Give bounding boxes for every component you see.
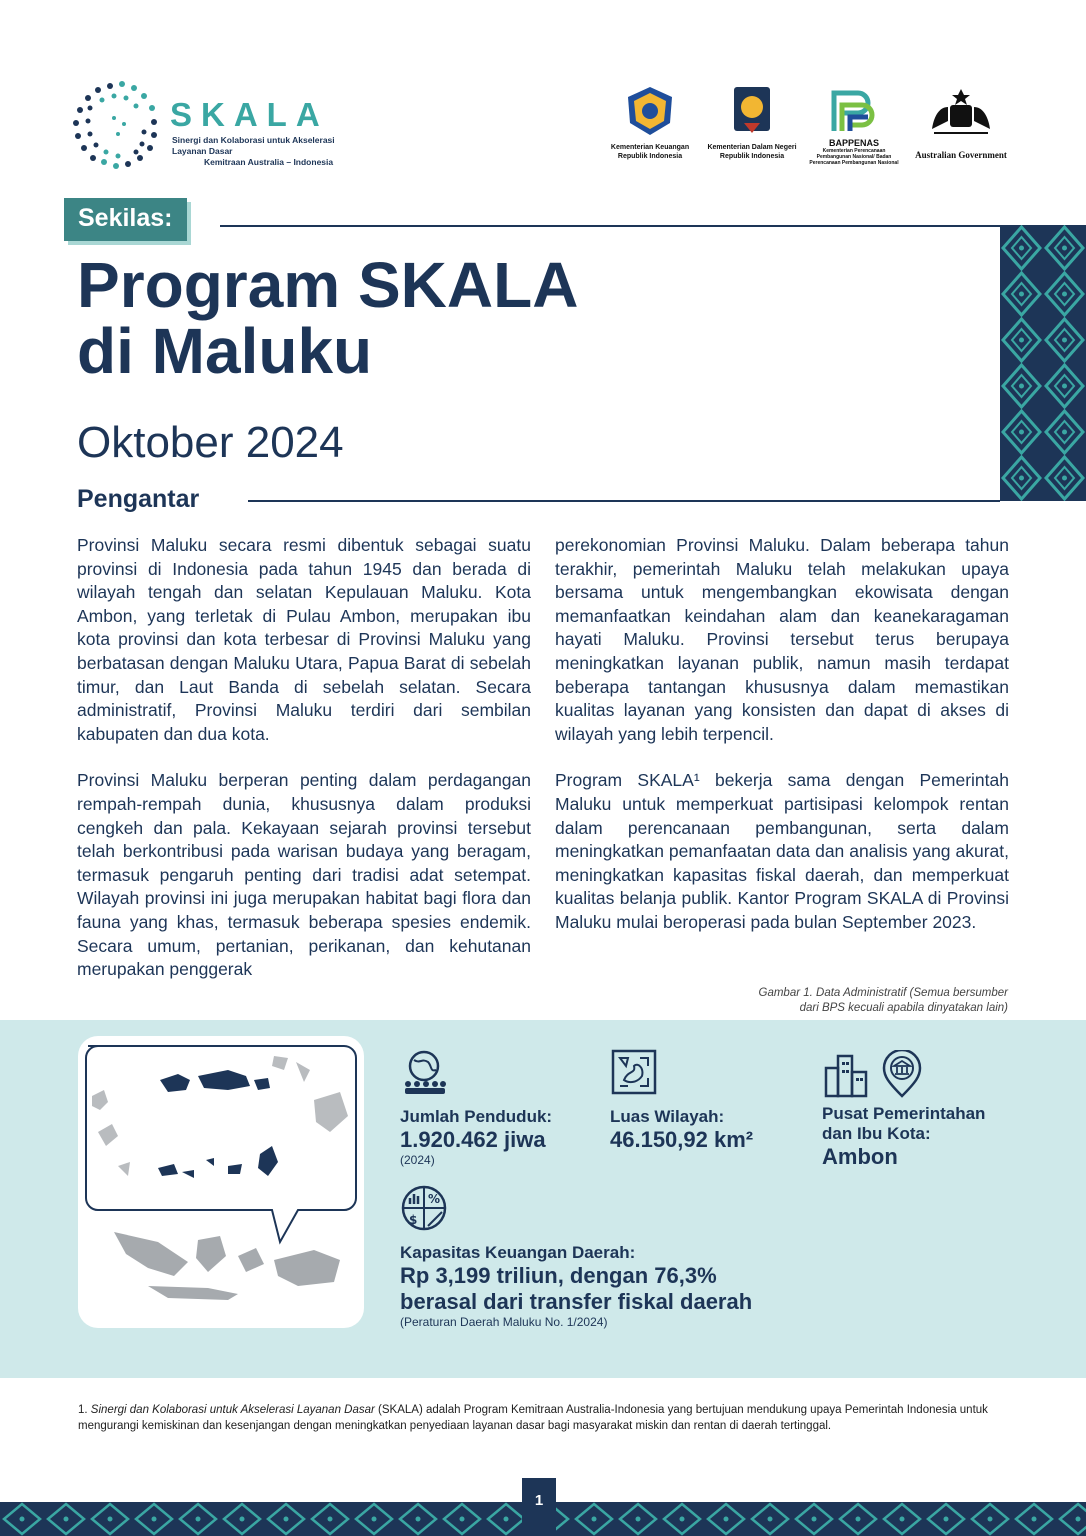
kemenkeu-emblem-icon [620, 85, 680, 137]
partner-kemendagri-name: Kementerian Dalam Negeri Republik Indonesia [707, 144, 797, 160]
page-title-line-2: di Maluku [77, 315, 373, 387]
stat-fiscal-value: Rp 3,199 triliun, dengan 76,3% berasal dari transfer fiskal daerah [400, 1263, 753, 1314]
sekilas-tag: Sekilas: [64, 198, 187, 241]
stat-area-value: 46.150,92 km² [610, 1127, 754, 1152]
page-date: Oktober 2024 [77, 418, 344, 467]
partner-logos [605, 85, 1011, 175]
government-pin-icon [878, 1050, 926, 1098]
page-header [0, 0, 1086, 185]
stat-area [610, 1048, 753, 1153]
stat-fiscal [400, 1184, 752, 1330]
intro-paragraph: Provinsi Maluku secara resmi dibentuk sebagai suatu provinsi di Indonesia pada tahun 1945 dan berada di wilayah tengah dan selatan Kepulauan Maluku. Kota Ambon, yang terletak di Pulau Ambon, merupakan ibu kota provinsi dan kota terbesar di Provinsi Maluku yang berbatasan dengan Maluku Utara, Papua Barat di sebelah timur, dan Laut Banda di sebelah selatan. Secara administratif, Provinsi Maluku terdiri dari sembilan kabupaten dan dua kota. [77, 535, 531, 744]
footnote-program-name: Sinergi dan Kolaborasi untuk Akselerasi Layanan Dasar [90, 1404, 375, 1416]
skala-logo [68, 78, 348, 178]
stat-area-label: Luas Wilayah: [610, 1107, 725, 1126]
intro-column-left [77, 534, 531, 1005]
maluku-map-icon [78, 1036, 364, 1328]
partner-kemenkeu [605, 85, 695, 161]
stat-population-label: Jumlah Penduduk: [400, 1107, 553, 1126]
stat-population-note: (2024) [400, 1153, 435, 1167]
footnote [78, 1402, 1013, 1434]
partner-bappenas [809, 85, 899, 166]
page-title [77, 249, 579, 387]
footnote-text: (SKALA) adalah Program Kemitraan Australia-Indonesia yang bertujuan mendukung upaya Pemerintah Indonesia untuk mengurangi kemiskinan dan kesenjangan dengan meningkatkan penyediaan layanan dasar bagi masyarakat miskin dan rentan di daerah tertinggal. [78, 1404, 988, 1432]
svg-text:$: $ [409, 1213, 418, 1227]
intro-column-right [555, 534, 1009, 958]
figure-caption: Gambar 1. Data Administratif (Semua bersumber dari BPS kecuali apabila dinyatakan lain) [758, 987, 1008, 1014]
partner-australian-government [911, 85, 1011, 160]
skala-tagline-line-2: Kemitraan Australia – Indonesia [204, 157, 334, 167]
page-number: 1 [522, 1478, 556, 1536]
stat-population-value: 1.920.462 jiwa [400, 1127, 546, 1152]
australia-coat-of-arms-icon [926, 85, 996, 137]
stat-capital [822, 1050, 985, 1170]
woven-pattern-decoration [1000, 225, 1086, 501]
fiscal-chart-icon [400, 1184, 448, 1232]
page-title-line-1: Program SKALA [77, 249, 579, 321]
skala-tagline-line-1: Sinergi dan Kolaborasi untuk Akselerasi Layanan Dasar [172, 135, 335, 156]
area-map-icon [610, 1048, 658, 1096]
intro-paragraph: Program SKALA¹ bekerja sama dengan Pemerintah Maluku untuk memperkuat partisipasi kelompok rentan dalam perencanaan pembangunan, serta dalam meningkatkan pemanfaatan data dan analisis yang akurat, meningkatkan kapasitas fiskal daerah, dan memperkuat kualitas belanja publik. Kantor Program SKALA di Provinsi Maluku mulai beroperasi pada bulan September 2023. [555, 770, 1009, 932]
top-divider [220, 225, 1000, 227]
stat-fiscal-note: (Peraturan Daerah Maluku No. 1/2024) [400, 1315, 608, 1329]
stat-capital-icons [822, 1050, 985, 1104]
svg-text:%: % [428, 1192, 441, 1206]
partner-kemendagri [707, 85, 797, 161]
skala-dots-icon [68, 78, 163, 173]
city-buildings-icon [822, 1050, 870, 1098]
partner-bappenas-name: BAPPENAS Kementerian Perencanaan Pembangunan Nasional/ Badan Perencanaan Pembangunan Nasional [809, 138, 899, 166]
stat-capital-label: Pusat Pemerintahan dan Ibu Kota: [822, 1104, 986, 1143]
partner-australian-government-name: Australian Government [915, 150, 1007, 160]
skala-wordmark: SKALA [170, 96, 329, 133]
section-heading-pengantar: Pengantar [77, 485, 200, 513]
section-divider [248, 500, 1000, 502]
intro-paragraph: perekonomian Provinsi Maluku. Dalam beberapa tahun terakhir, pemerintah Maluku telah melakukan upaya bersama untuk mengembangkan ekowisata dengan memanfaatkan keindahan alam dan keanekaragaman hayati Maluku. Provinsi tersebut terus berupaya meningkatkan layanan publik, namun masih terdapat beberapa tantangan khususnya dalam memastikan kualitas layanan yang konsisten dan dapat di akses di wilayah yang lebih terpencil. [555, 535, 1009, 744]
skala-tagline [172, 135, 362, 168]
stat-population [400, 1048, 552, 1168]
stat-fiscal-label: Kapasitas Keuangan Daerah: [400, 1243, 636, 1262]
intro-paragraph: Provinsi Maluku berperan penting dalam perdagangan rempah-rempah dunia, khususnya dalam produksi cengkeh dan pala. Kekayaan sejarah provinsi tersebut telah berkontribusi pada warisan budaya yang beragam, termasuk pengaruh penting dari tradisi adat setempat. Wilayah provinsi ini juga merupakan habitat bagi flora dan fauna yang khas, termasuk beberapa spesies endemik. Secara umum, pertanian, perikanan, dan kehutanan merupakan penggerak [77, 770, 531, 980]
kemendagri-emblem-icon [730, 85, 774, 137]
stat-capital-value: Ambon [822, 1144, 898, 1169]
footnote-number: 1. [78, 1404, 88, 1416]
bappenas-logo-icon [828, 85, 880, 137]
partner-kemenkeu-name: Kementerian Keuangan Republik Indonesia [610, 144, 690, 160]
population-globe-icon [400, 1048, 448, 1096]
maluku-map-card [78, 1036, 364, 1328]
